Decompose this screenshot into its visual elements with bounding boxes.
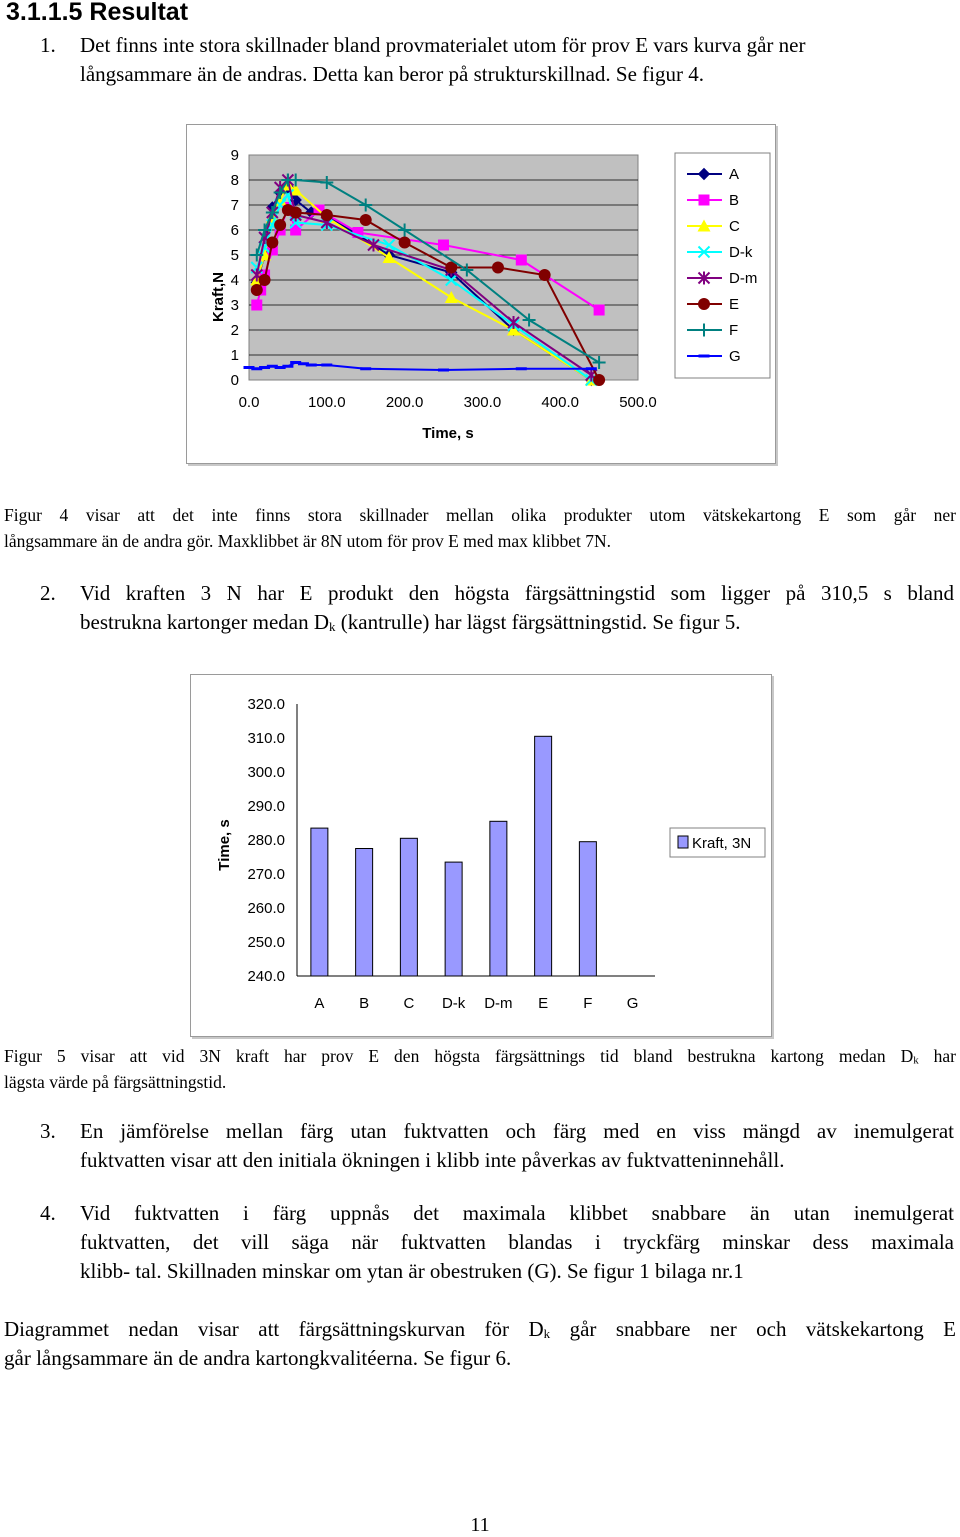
legend-label: C	[729, 218, 740, 235]
x-tick-label: C	[403, 995, 415, 1012]
y-tick-label: 3	[230, 297, 239, 314]
data-point	[492, 262, 504, 274]
y-tick-label: 240.0	[247, 968, 285, 985]
text-line: långsammare än de andra gör. Maxklibbet är 8N utom för prov E med max klibbet 7N.	[4, 531, 611, 551]
bar-e	[535, 736, 552, 976]
legend-marker	[699, 195, 710, 206]
data-point	[251, 284, 263, 296]
y-tick-label: 280.0	[247, 832, 285, 849]
x-tick-label: 500.0	[619, 394, 657, 411]
legend-label: E	[729, 296, 740, 313]
y-tick-label: 320.0	[247, 696, 285, 713]
legend-label: D-k	[729, 244, 753, 261]
figure-5-chart	[190, 674, 772, 1037]
legend	[675, 153, 770, 378]
bar-f	[579, 842, 596, 976]
x-tick-label: F	[583, 995, 593, 1012]
list-item-4	[0, 1199, 960, 1289]
y-tick-label: 310.0	[247, 730, 285, 747]
y-tick-label: 6	[230, 222, 239, 239]
x-tick-label: 200.0	[385, 394, 424, 411]
list-item-2	[0, 579, 960, 639]
y-tick-label: 260.0	[247, 900, 285, 917]
data-point	[259, 274, 271, 286]
y-tick-label: 7	[230, 197, 239, 214]
bar-chart-svg	[191, 675, 771, 1036]
text-line: Diagrammet nedan visar att färgsättningskurvan för $D_k$ går snabbare ner och vätskekartong E	[4, 1317, 956, 1341]
text-line: bestrukna kartonger medan $D_k$ (kantrulle) har lägst färgsättningstid. Se figur 5.	[80, 610, 741, 634]
y-tick-label: 5	[230, 247, 239, 264]
legend	[670, 828, 765, 857]
data-point	[266, 237, 278, 249]
bar-b	[356, 849, 373, 977]
line-chart-svg	[187, 125, 775, 463]
figure-5-caption	[4, 1043, 956, 1095]
y-tick-label: 9	[230, 147, 239, 164]
text-line: klibb- tal. Skillnaden minskar om ytan är obestruken (G). Se figur 1 bilaga nr.1	[80, 1259, 744, 1283]
text-line: fuktvatten, det vill säga när fuktvatten blandas i tryckfärg minskar dess maximala	[80, 1230, 954, 1254]
text-line: Det finns inte stora skillnader bland provmaterialet utom för prov E vars kurva går ner	[80, 33, 806, 57]
section-heading: 3.1.1.5 Resultat	[6, 0, 189, 26]
x-tick-label: B	[359, 995, 370, 1012]
text-line: fuktvatten visar att den initiala ökningen i klibb inte påverkas av fuktvatteninnehåll.	[80, 1148, 785, 1172]
data-point	[360, 214, 372, 226]
item-text	[80, 31, 954, 89]
bar-a	[311, 828, 328, 976]
x-tick-label: E	[538, 995, 549, 1012]
item-number: 2.	[40, 581, 56, 605]
data-point	[251, 300, 262, 311]
item-text	[80, 1199, 954, 1286]
data-point	[516, 255, 527, 266]
y-tick-label: 8	[230, 172, 239, 189]
data-point	[274, 219, 286, 231]
y-axis-label: Kraft,N	[210, 271, 227, 323]
x-tick-label: 0.0	[238, 394, 260, 411]
x-tick-label: G	[626, 995, 639, 1012]
text-line: Vid fuktvatten i färg uppnås det maximala klibbet snabbare än utan inemulgerat	[80, 1201, 954, 1225]
legend-label: A	[729, 166, 740, 183]
legend-label: G	[729, 348, 741, 365]
data-point	[539, 269, 551, 281]
item-number: 4.	[40, 1201, 56, 1225]
legend-swatch	[678, 836, 688, 848]
legend-label: B	[729, 192, 740, 209]
legend-marker	[698, 298, 710, 310]
item-text	[80, 1117, 954, 1175]
item-number: 3.	[40, 1119, 56, 1143]
data-point	[594, 305, 605, 316]
y-tick-label: 290.0	[247, 798, 285, 815]
y-tick-label: 250.0	[247, 934, 285, 951]
text-line: Vid kraften 3 N har E produkt den högsta färgsättningstid som ligger på 310,5 s bland	[80, 581, 954, 605]
y-tick-label: 2	[230, 322, 239, 339]
y-tick-label: 270.0	[247, 866, 285, 883]
figure-4-chart	[186, 124, 776, 464]
legend-label: Kraft, 3N	[692, 835, 752, 852]
data-point	[438, 240, 449, 251]
bar-d-m	[490, 821, 507, 976]
x-axis-label: Time, s	[422, 425, 474, 442]
list-item-3	[0, 1117, 960, 1177]
bar-d-k	[445, 862, 462, 976]
x-tick-label: 100.0	[308, 394, 346, 411]
x-tick-label: D-k	[441, 995, 466, 1012]
closing-paragraph	[4, 1315, 956, 1373]
text-line: går långsammare än de andra kartongkvalitéerna. Se figur 6.	[4, 1346, 512, 1370]
x-tick-label: D-m	[484, 995, 513, 1012]
data-point	[593, 374, 605, 386]
legend-box	[675, 153, 770, 378]
x-tick-label: 400.0	[541, 394, 579, 411]
item-text	[80, 579, 954, 637]
figure-4-caption	[4, 502, 956, 554]
x-tick-label: 300.0	[463, 394, 502, 411]
y-tick-label: 300.0	[247, 764, 285, 781]
y-tick-label: 1	[230, 347, 239, 364]
y-tick-label: 0	[230, 372, 239, 389]
x-tick-label: A	[314, 995, 325, 1012]
y-axis-label: Time, s	[216, 819, 233, 871]
legend-label: D-m	[729, 270, 758, 287]
bars-group	[311, 736, 597, 976]
bar-c	[400, 838, 417, 976]
item-number: 1.	[40, 33, 56, 57]
data-point	[290, 207, 302, 219]
legend-label: F	[729, 322, 739, 339]
page-number: 11	[470, 1514, 490, 1536]
text-line: Figur 4 visar att det inte finns stora skillnader mellan olika produkter utom vätskekartong E som går ner	[4, 505, 956, 525]
data-point	[321, 209, 333, 221]
text-line: lägsta värde på färgsättningstid.	[4, 1072, 227, 1092]
y-tick-label: 4	[230, 272, 239, 289]
text-line: En jämförelse mellan färg utan fuktvatten och färg med en viss mängd av inemulgerat	[80, 1119, 954, 1143]
data-point	[399, 237, 411, 249]
text-line: långsammare än de andras. Detta kan beror på strukturskillnad. Se figur 4.	[80, 62, 704, 86]
list-item-1	[0, 31, 960, 91]
text-line: Figur 5 visar att vid 3N kraft har prov E den högsta färgsättnings tid bland bestrukna kartong medan $D_k$ har	[4, 1046, 956, 1067]
